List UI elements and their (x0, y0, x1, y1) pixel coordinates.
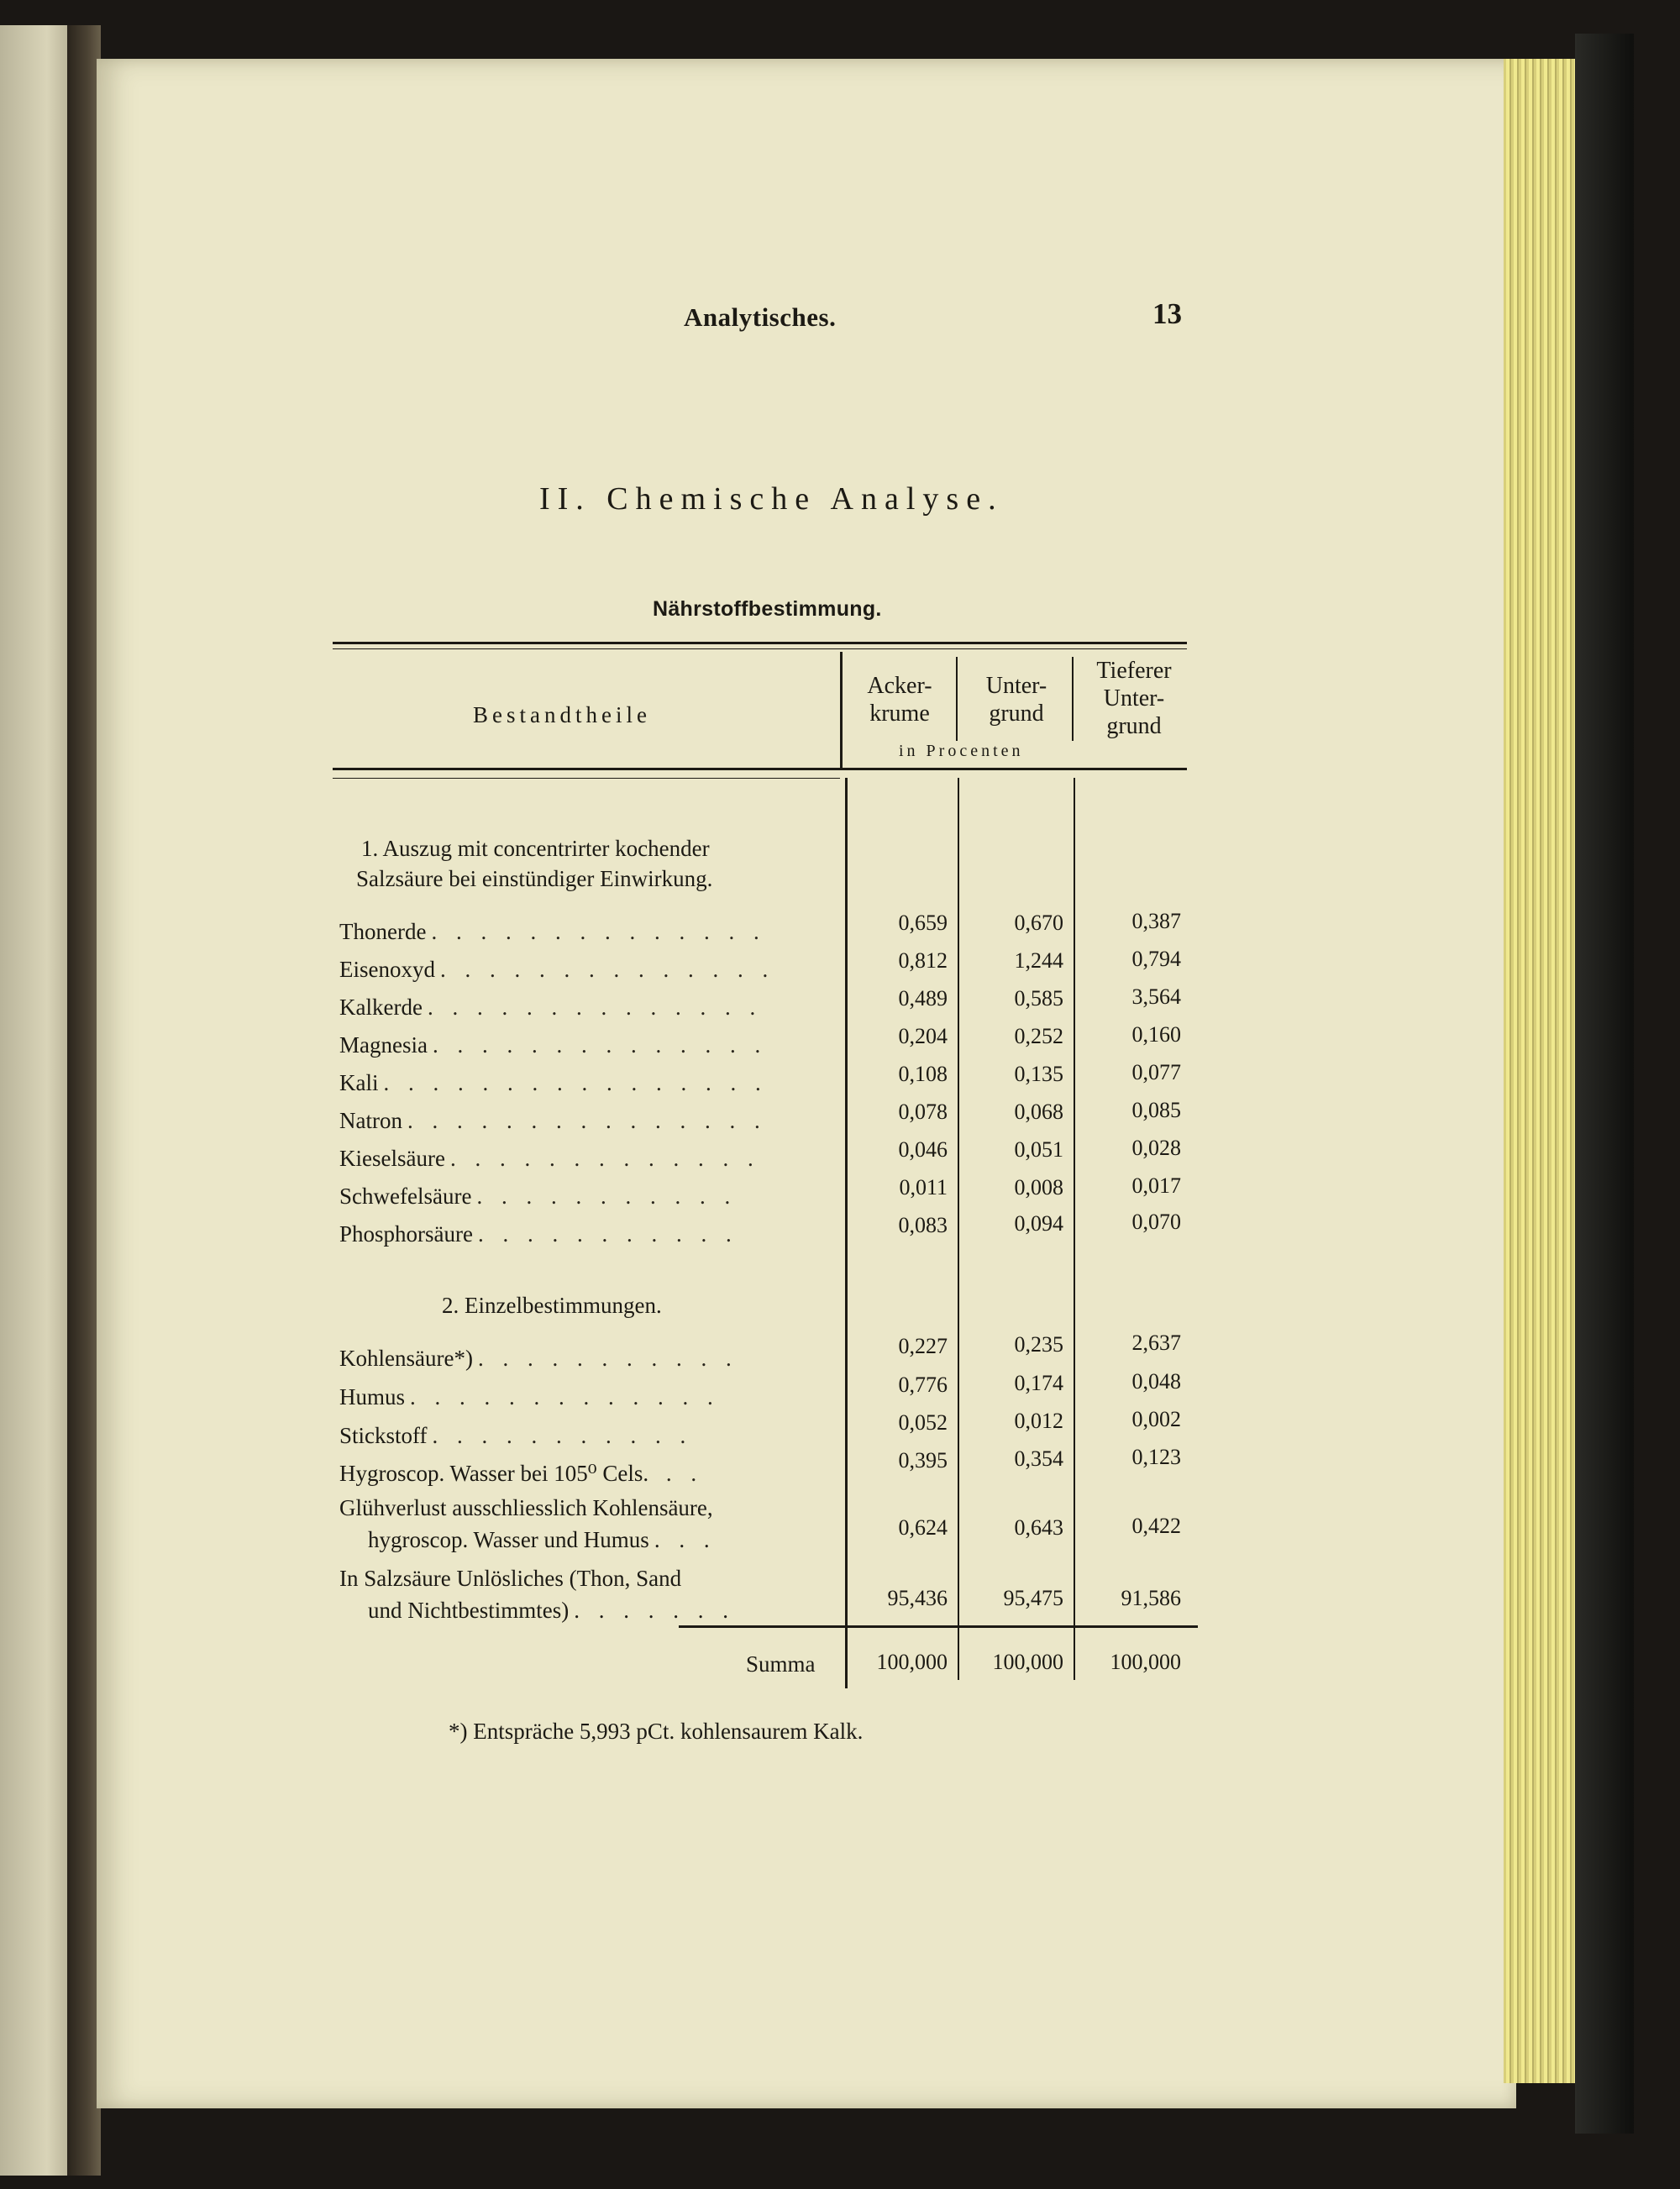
row-label (339, 1108, 815, 1134)
value-humus-ackerkrume: 0,776 (898, 1373, 948, 1397)
unloesliches-line2-wrap (339, 1594, 816, 1626)
value-natron-untergrund: 0,068 (1014, 1100, 1063, 1124)
value-gluehverlust-ackerkrume: 0,624 (898, 1515, 948, 1540)
value-phosphorsaeure-untergrund: 0,094 (1014, 1211, 1063, 1236)
value-stickstoff-ackerkrume: 0,052 (898, 1410, 948, 1435)
block1-heading-line2: Salzsäure bei einstündiger Einwirkung. (356, 866, 713, 891)
row-unloesliches (339, 1562, 816, 1626)
value-eisenoxyd-untergrund: 1,244 (1014, 948, 1063, 973)
value-kali-untergrund: 0,135 (1014, 1062, 1063, 1086)
row-label (339, 1461, 815, 1487)
summa-tieferer: 100,000 (1110, 1650, 1181, 1674)
book-cover (1575, 34, 1634, 2134)
value-magnesia-tieferer: 0,160 (1131, 1022, 1181, 1047)
unloesliches-line2: und Nichtbestimmtes) (368, 1598, 570, 1623)
row-label (339, 995, 815, 1021)
header-unit-note: in Procenten (899, 742, 1024, 760)
book-gutter (67, 25, 101, 2176)
value-unloesliches-tieferer: 91,586 (1121, 1586, 1181, 1610)
value-stickstoff-untergrund: 0,012 (1014, 1409, 1063, 1433)
leader-dots: . . . . . . . . . . . (477, 1221, 738, 1247)
row-name-thonerde: Thonerde (339, 919, 427, 944)
leader-dots: . . . . . . . . . . . . . . (427, 995, 763, 1020)
leader-dots: . . . . . . . . . . . . . (410, 1384, 720, 1409)
leader-dots: . . (654, 1461, 704, 1486)
value-thonerde-untergrund: 0,670 (1014, 911, 1063, 935)
value-thonerde-ackerkrume: 0,659 (898, 911, 948, 935)
leader-dots: . . . . . . . . . . . . . . (432, 1032, 768, 1058)
row-label (339, 1070, 815, 1096)
value-kohlensaeure-tieferer: 2,637 (1131, 1331, 1181, 1355)
value-schwefelsaeure-ackerkrume: 0,011 (899, 1175, 948, 1199)
row-label (339, 1346, 815, 1372)
value-kali-ackerkrume: 0,108 (898, 1062, 948, 1086)
leader-dots: . . . (654, 1527, 717, 1552)
value-humus-untergrund: 0,174 (1014, 1371, 1063, 1395)
value-kohlensaeure-ackerkrume: 0,227 (898, 1334, 948, 1358)
leader-dots: . . . . . . . . . . . (476, 1184, 738, 1209)
row-name-kohlensaeure: Kohlensäure*) (339, 1346, 473, 1371)
row-name-kieselsaeure: Kieselsäure (339, 1146, 445, 1171)
block1-heading (356, 833, 713, 894)
value-hygroscop-untergrund: 0,354 (1014, 1446, 1063, 1471)
footnote: *) Entspräche 5,993 pCt. kohlensaurem Kalk. (449, 1719, 864, 1744)
row-name-schwefelsaeure: Schwefelsäure (339, 1184, 472, 1209)
subtitle: Nährstoffbestimmung. (653, 597, 882, 621)
table-header-rule-2 (333, 778, 840, 779)
value-eisenoxyd-ackerkrume: 0,812 (898, 948, 948, 973)
header-tieferer-untergrund (1075, 657, 1193, 740)
row-name-kali: Kali (339, 1070, 379, 1095)
value-gluehverlust-untergrund: 0,643 (1014, 1515, 1063, 1540)
row-label (339, 1146, 815, 1172)
value-magnesia-untergrund: 0,252 (1014, 1024, 1063, 1048)
summa-label: Summa (746, 1651, 816, 1677)
row-name-phosphorsaeure: Phosphorsäure (339, 1221, 473, 1247)
row-label (339, 957, 815, 983)
page-number: 13 (1152, 297, 1182, 330)
gluehverlust-line1: Glühverlust ausschliesslich Kohlensäure, (339, 1495, 713, 1520)
row-label (339, 1184, 815, 1210)
value-humus-tieferer: 0,048 (1131, 1369, 1181, 1394)
header-col2-line1: Unter- (985, 673, 1047, 699)
header-col3-line3: grund (1106, 713, 1162, 739)
value-kieselsaeure-ackerkrume: 0,046 (898, 1137, 948, 1162)
row-name-hygroscop-wasser: Hygroscop. Wasser bei 105⁰ Cels. (339, 1461, 649, 1486)
block1-heading-line1: 1. Auszug mit concentrirter kochender (361, 836, 710, 861)
value-natron-tieferer: 0,085 (1131, 1098, 1181, 1122)
row-label (339, 1384, 815, 1410)
row-label (339, 1221, 815, 1247)
leader-dots: . . . . . . . . . . . (477, 1346, 738, 1371)
header-ackerkrume (845, 672, 954, 727)
header-col1-line2: krume (869, 701, 930, 727)
value-kieselsaeure-tieferer: 0,028 (1131, 1136, 1181, 1160)
value-phosphorsaeure-tieferer: 0,070 (1131, 1210, 1181, 1234)
value-natron-ackerkrume: 0,078 (898, 1100, 948, 1124)
value-kieselsaeure-untergrund: 0,051 (1014, 1137, 1063, 1162)
page-edges (1504, 59, 1579, 2083)
row-label (339, 1032, 815, 1058)
leader-dots: . . . . . . . (574, 1598, 735, 1623)
leader-dots: . . . . . . . . . . . . . (449, 1146, 760, 1171)
block2-heading: 2. Einzelbestimmungen. (442, 1293, 662, 1318)
leader-dots: . . . . . . . . . . . (432, 1423, 693, 1448)
row-name-humus: Humus (339, 1384, 406, 1409)
summa-ackerkrume: 100,000 (876, 1650, 948, 1674)
left-page-edge (0, 25, 67, 2176)
row-name-kalkerde: Kalkerde (339, 995, 423, 1020)
value-kalkerde-untergrund: 0,585 (1014, 986, 1063, 1011)
gluehverlust-line2-wrap (339, 1524, 816, 1556)
value-schwefelsaeure-tieferer: 0,017 (1131, 1173, 1181, 1198)
header-col3-line2: Unter- (1103, 685, 1165, 711)
row-name-eisenoxyd: Eisenoxyd (339, 957, 435, 982)
gluehverlust-line2: hygroscop. Wasser und Humus (368, 1527, 649, 1552)
header-col2-line2: grund (989, 701, 1044, 727)
value-schwefelsaeure-untergrund: 0,008 (1014, 1175, 1063, 1199)
value-gluehverlust-tieferer: 0,422 (1131, 1514, 1181, 1538)
table-divider-main (840, 652, 843, 769)
leader-dots: . . . . . . . . . . . . . . . (407, 1108, 767, 1133)
value-eisenoxyd-tieferer: 0,794 (1131, 947, 1181, 971)
row-name-natron: Natron (339, 1108, 402, 1133)
value-magnesia-ackerkrume: 0,204 (898, 1024, 948, 1048)
summa-untergrund: 100,000 (992, 1650, 1063, 1674)
row-label (339, 919, 815, 945)
value-kalkerde-ackerkrume: 0,489 (898, 986, 948, 1011)
value-stickstoff-tieferer: 0,002 (1131, 1407, 1181, 1431)
value-unloesliches-untergrund: 95,475 (1003, 1586, 1063, 1610)
value-kohlensaeure-untergrund: 0,235 (1014, 1332, 1063, 1357)
leader-dots: . . . . . . . . . . . . . . . . (383, 1070, 768, 1095)
row-label (339, 1423, 815, 1449)
table-divider-col2 (956, 657, 958, 741)
table-top-rule (333, 642, 1187, 644)
value-thonerde-tieferer: 0,387 (1131, 909, 1181, 933)
value-kalkerde-tieferer: 3,564 (1131, 984, 1181, 1009)
leader-dots: . . . . . . . . . . . . . . (440, 957, 775, 982)
table-header-rule (333, 768, 1187, 770)
section-title: II. Chemische Analyse. (539, 481, 1004, 517)
header-bestandtheile: Bestandtheile (473, 702, 651, 727)
unloesliches-line1: In Salzsäure Unlösliches (Thon, Sand (339, 1566, 682, 1591)
value-unloesliches-ackerkrume: 95,436 (887, 1586, 948, 1610)
row-name-magnesia: Magnesia (339, 1032, 428, 1058)
row-name-stickstoff: Stickstoff (339, 1423, 428, 1448)
value-kali-tieferer: 0,077 (1131, 1060, 1181, 1084)
table-top-rule-thin (333, 648, 1187, 649)
header-col3-line1: Tieferer (1096, 658, 1172, 684)
value-hygroscop-tieferer: 0,123 (1131, 1445, 1181, 1469)
value-hygroscop-ackerkrume: 0,395 (898, 1448, 948, 1472)
running-head: Analytisches. (684, 302, 837, 332)
leader-dots: . . . . . . . . . . . . . . (431, 919, 766, 944)
header-untergrund (960, 672, 1073, 727)
value-phosphorsaeure-ackerkrume: 0,083 (898, 1213, 948, 1237)
header-col1-line1: Acker- (867, 673, 932, 699)
row-gluehverlust (339, 1492, 816, 1556)
